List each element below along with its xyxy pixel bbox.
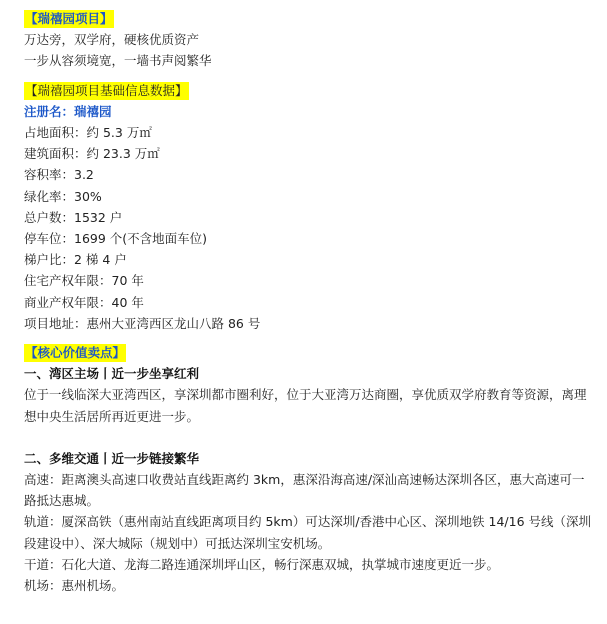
spacer <box>24 334 592 342</box>
info-land-area: 占地面积：约 5.3 万㎡ <box>24 125 152 141</box>
transport-airport: 机场：惠州机场。 <box>24 578 125 594</box>
info-households: 总户数：1532 户 <box>24 209 123 225</box>
intro-line-1: 万达旁，双学府，硬核优质资产 <box>24 32 200 48</box>
info-commercial-term: 商业产权年限：40 年 <box>24 294 144 310</box>
section-1-text: 位于一线临深大亚湾西区，享深圳都市圈利好，位于大亚湾万达商圈，享优质双学府教育等资源，离理想中央生活居所再近更进一步。 <box>24 387 587 424</box>
section-1-title: 一、湾区主场丨近一步坐享红利 <box>24 366 200 382</box>
spacer <box>24 427 592 448</box>
basic-section <box>24 80 592 101</box>
intro-section <box>24 8 592 29</box>
section-2-title: 二、多维交通丨近一步链接繁华 <box>24 450 200 466</box>
info-address: 项目地址：惠州大亚湾西区龙山八路 86 号 <box>24 315 261 331</box>
info-residential-term: 住宅产权年限：70 年 <box>24 273 144 289</box>
basic-tag: 【瑞禧园项目基础信息数据】 <box>25 82 188 98</box>
info-green-rate: 绿化率：30% <box>24 188 102 204</box>
intro-tag: 【瑞禧园项目】 <box>25 11 113 26</box>
info-elevator-ratio: 梯户比：2 梯 4 户 <box>24 252 127 268</box>
core-tag: 【核心价值卖点】 <box>25 345 126 361</box>
spacer <box>24 72 592 80</box>
intro-line-2: 一步从容须境宽，一墙书声阅繁华 <box>24 53 212 69</box>
transport-highway: 高速：距离澳头高速口收费站直线距离约 3km，惠深沿海高速/深汕高速畅达深圳各区，惠大高速可一路抵达惠城。 <box>24 472 585 509</box>
info-plot-ratio: 容积率：3.2 <box>24 167 94 183</box>
info-parking: 停车位：1699 个(不含地面车位) <box>24 231 208 247</box>
transport-roads: 干道：石化大道、龙海二路连通深圳坪山区，畅行深惠双城，执掌城市速度更近一步。 <box>24 556 500 572</box>
registered-name: 注册名：瑞禧园 <box>24 103 112 119</box>
info-building-area: 建筑面积：约 23.3 万㎡ <box>24 146 160 162</box>
document <box>24 8 592 596</box>
core-section <box>24 342 592 363</box>
transport-rail: 轨道：厦深高铁（惠州南站直线距离项目约 5km）可达深圳/香港中心区、深圳地铁 14/16 号线（深圳段建设中）、深大城际（规划中）可抵达深圳宝安机场。 <box>24 514 592 551</box>
